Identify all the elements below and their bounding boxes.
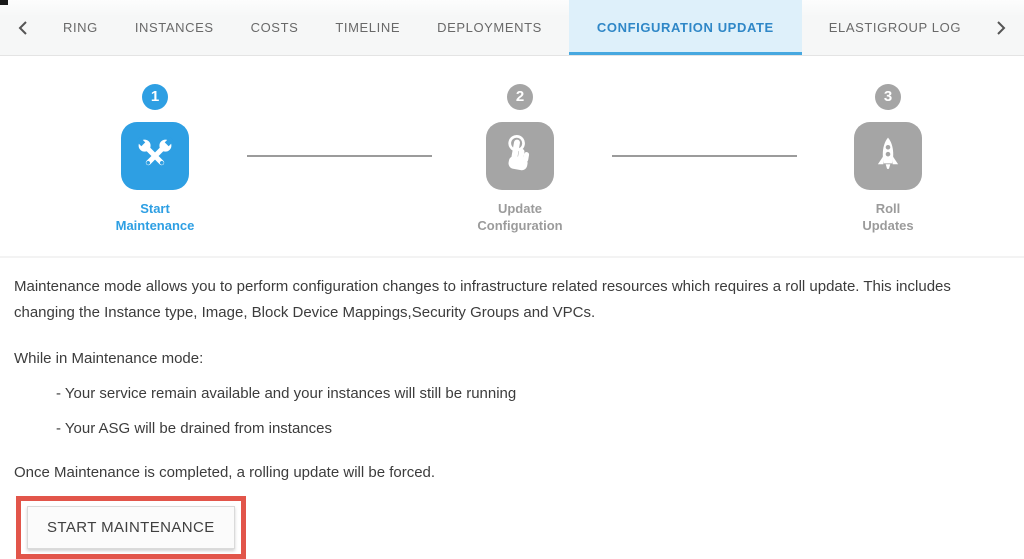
hand-click-icon: [486, 122, 554, 190]
wrench-tools-icon: [121, 122, 189, 190]
step-label: Roll Updates: [862, 201, 914, 233]
step-number-badge: 3: [875, 84, 901, 110]
maintenance-bullet-1: - Your service remain available and your instances will still be running: [56, 385, 517, 402]
tab-deployments[interactable]: DEPLOYMENTS: [437, 20, 542, 35]
rocket-icon: [854, 122, 922, 190]
step-number-badge: 2: [507, 84, 533, 110]
tab-costs[interactable]: COSTS: [250, 20, 299, 35]
maintenance-description: [0, 258, 1024, 559]
step-connector: [612, 155, 797, 157]
step-start-maintenance: [75, 84, 235, 234]
step-update-configuration: [440, 84, 600, 234]
scroll-left-icon[interactable]: [12, 0, 36, 55]
tab-configuration-update[interactable]: CONFIGURATION UPDATE: [569, 0, 802, 55]
step-number-badge: 1: [142, 84, 168, 110]
maintenance-completion-text: Once Maintenance is completed, a rolling update will be forced.: [14, 464, 436, 481]
annotation-highlight: [16, 496, 246, 559]
maintenance-bullet-2: - Your ASG will be drained from instances: [56, 420, 332, 437]
step-label: Start Maintenance: [115, 201, 195, 233]
wizard-steps: [0, 84, 1024, 246]
step-roll-updates: [808, 84, 968, 234]
scroll-right-icon[interactable]: [988, 0, 1012, 55]
tab-bar: [0, 0, 1024, 56]
tab-timeline[interactable]: TIMELINE: [335, 20, 401, 35]
tab-instances[interactable]: INSTANCES: [134, 20, 214, 35]
step-label: Update Configuration: [477, 201, 563, 233]
maintenance-intro-text: Maintenance mode allows you to perform configuration changes to infrastructure related resources which requires a roll update. This includes changing the Instance type, Image, Block Device Mappings,Security Groups and VPCs.: [14, 278, 951, 321]
maintenance-mode-subheading: While in Maintenance mode:: [14, 350, 204, 367]
start-maintenance-button[interactable]: START MAINTENANCE: [27, 506, 235, 549]
screenshot-artifact: [0, 0, 8, 5]
tab-ring[interactable]: RING: [62, 20, 98, 35]
tab-elastigroup-log[interactable]: ELASTIGROUP LOG: [828, 20, 962, 35]
step-connector: [247, 155, 432, 157]
